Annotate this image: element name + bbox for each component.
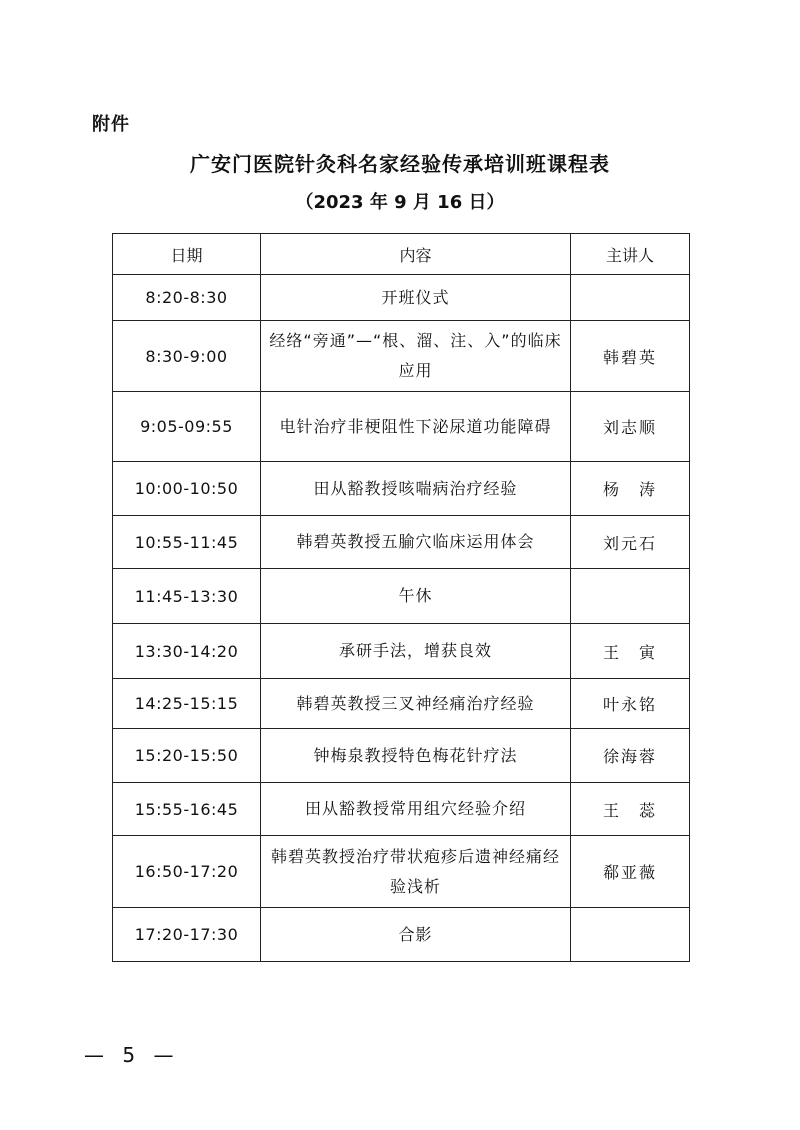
row-content: 田从豁教授常用组穴经验介绍	[261, 783, 571, 836]
attachment-label: 附件	[92, 114, 130, 135]
row-content: 钟梅泉教授特色梅花针疗法	[261, 729, 571, 783]
row-speaker	[571, 569, 690, 624]
table-row	[113, 462, 690, 516]
row-speaker	[571, 908, 690, 962]
row-time: 15:55-16:45	[113, 783, 261, 836]
table-header-row	[113, 234, 690, 275]
header-content: 内容	[261, 234, 571, 275]
table-row	[113, 679, 690, 729]
table-row	[113, 729, 690, 783]
row-time: 13:30-14:20	[113, 624, 261, 679]
row-time: 8:30-9:00	[113, 321, 261, 392]
row-speaker: 王 寅	[571, 624, 690, 679]
row-content: 田从豁教授咳喘病治疗经验	[261, 462, 571, 516]
page-number: — 5 —	[84, 1043, 180, 1067]
row-content: 经络“旁通”—“根、溜、注、入”的临床应用	[261, 321, 571, 392]
document-title: 广安门医院针灸科名家经验传承培训班课程表	[190, 152, 610, 176]
row-content: 韩碧英教授三叉神经痛治疗经验	[261, 679, 571, 729]
row-time: 9:05-09:55	[113, 392, 261, 462]
row-content: 午休	[261, 569, 571, 624]
row-speaker: 王 蕊	[571, 783, 690, 836]
header-speaker: 主讲人	[571, 234, 690, 275]
row-content: 承研手法，增获良效	[261, 624, 571, 679]
table-row	[113, 624, 690, 679]
row-speaker: 叶永铭	[571, 679, 690, 729]
row-time: 10:55-11:45	[113, 516, 261, 569]
table-row	[113, 908, 690, 962]
row-speaker: 刘元石	[571, 516, 690, 569]
row-time: 8:20-8:30	[113, 275, 261, 321]
row-content: 合影	[261, 908, 571, 962]
row-content: 韩碧英教授治疗带状疱疹后遗神经痛经验浅析	[261, 836, 571, 908]
row-time: 11:45-13:30	[113, 569, 261, 624]
row-time: 10:00-10:50	[113, 462, 261, 516]
table-row	[113, 783, 690, 836]
row-time: 14:25-15:15	[113, 679, 261, 729]
row-content: 韩碧英教授五腧穴临床运用体会	[261, 516, 571, 569]
row-time: 16:50-17:20	[113, 836, 261, 908]
header-date: 日期	[113, 234, 261, 275]
table-row	[113, 275, 690, 321]
row-speaker: 刘志顺	[571, 392, 690, 462]
table-row	[113, 569, 690, 624]
document-date: （2023 年 9 月 16 日）	[295, 192, 505, 213]
row-speaker	[571, 275, 690, 321]
table-row	[113, 321, 690, 392]
row-speaker: 韩碧英	[571, 321, 690, 392]
row-speaker: 徐海蓉	[571, 729, 690, 783]
schedule-table	[112, 233, 690, 962]
row-time: 17:20-17:30	[113, 908, 261, 962]
row-content: 电针治疗非梗阻性下泌尿道功能障碍	[261, 392, 571, 462]
row-time: 15:20-15:50	[113, 729, 261, 783]
table-row	[113, 836, 690, 908]
table-row	[113, 516, 690, 569]
table-row	[113, 392, 690, 462]
row-speaker: 杨 涛	[571, 462, 690, 516]
row-speaker: 郗亚薇	[571, 836, 690, 908]
row-content: 开班仪式	[261, 275, 571, 321]
